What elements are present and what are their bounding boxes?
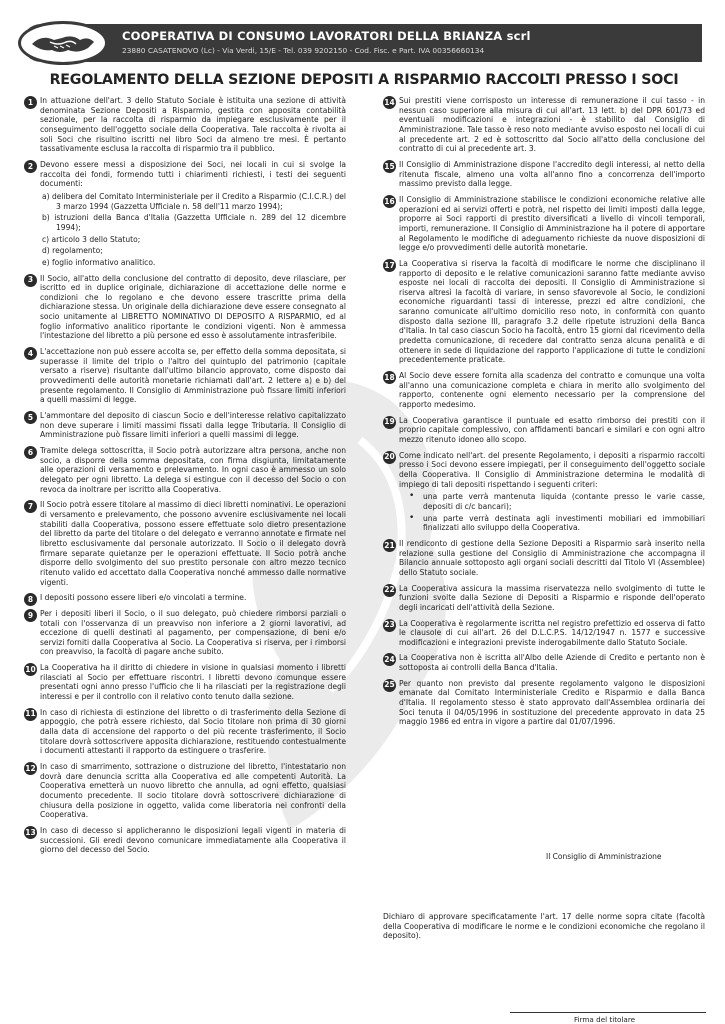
article-text: Tramite delega sottoscritta, il Socio potrà autorizzare altra persona, anche non socio, a disporre della somma depositata, con firma disgiunta, limitatamente alle operazioni di versamento e prelevamento. In ogni caso è ammesso un solo delegato per ogni libretto. La delega si estingue con il decesso del Socio o con revoca da inoltrare per iscritto alla Cooperativa.	[40, 446, 346, 494]
article-number-badge: 17	[383, 259, 396, 272]
article-number-badge: 3	[24, 274, 37, 287]
page-title: REGOLAMENTO DELLA SEZIONE DEPOSITI A RISPARMIO RACCOLTI PRESSO I SOCI	[49, 72, 679, 88]
article-text: La Cooperativa si riserva la facoltà di modificare le norme che disciplinano il rapporto di deposito e le relative comunicazioni saranno fatte mediante avviso esposte nei locali di raccolta dei depositi. Il Consiglio di Amministrazione si riserva altresì la facoltà di variare, in senso sfavorevole al Socio, le condizioni economiche riguardanti tassi di interesse, prezzi ed altre condizioni, che saranno comunicate all'ultimo domicilio reso noto, in conformità con quanto disposto dalla sezione III, paragrafo 3.2 delle ripetute istruzioni della Banca d'Italia. In tal caso ciascun Socio ha facoltà, entro 15 giorni dal ricevimento della predetta comunicazione, di recedere dal contratto senza alcuna penalità e di ottenere in sede di liquidazione del rapporto l'applicazione di tutte le condizioni precedentemente praticate.	[399, 258, 705, 365]
document-list-item: a) delibera del Comitato Interministeriale per il Credito a Risparmio (C.I.C.R.) del 3 marzo 1994 (Gazzetta Ufficiale n. 58 dell'11 marzo 1994);	[42, 191, 346, 211]
article-text: La Cooperativa non è iscritta all'Albo delle Aziende di Credito e pertanto non è sottoposta ai controlli della Banca d'Italia.	[399, 653, 705, 673]
cooperative-name: COOPERATIVA DI CONSUMO LAVORATORI DELLA BRIANZA scrl	[122, 29, 531, 43]
article-14	[383, 96, 705, 154]
article-21	[383, 539, 705, 578]
article-number-badge: 1	[24, 96, 37, 109]
article-number-badge: 11	[24, 708, 37, 721]
document-list-item: c) articolo 3 dello Statuto;	[42, 234, 141, 244]
article-text: Sui prestiti viene corrisposto un interesse di remunerazione il cui tasso - in nessun caso superiore alla misura di cui all'art. 13 lett. b) del DPR 601/73 ed eventuali modificazioni e integrazioni - è stabilito dal Consiglio di Amministrazione. Tale tasso è reso noto mediante avviso esposto nei locali di cui al precedente art. 2 ed è sottoscritto dal Socio all'atto della conclusione del contratto di cui al precedente art. 3.	[399, 96, 705, 154]
article-9	[24, 609, 346, 657]
article-number-badge: 18	[383, 371, 396, 384]
article-25	[383, 679, 705, 727]
article-text: In caso di smarrimento, sottrazione o distruzione del libretto, l'intestatario non dovrà dare denuncia scritta alla Cooperativa ed alle competenti Autorità. La Cooperativa emetterà un nuovo libretto che annulla, ad ogni effetto, qualsiasi documento precedente. Il socio titolare dovrà sottoscrivere dichiarazione di chiusura della posizione in oggetto, valida come liberatoria nei confronti della Cooperativa.	[40, 762, 346, 820]
cooperative-address: 23880 CASATENOVO (Lc) - Via Verdi, 15/E - Tel. 039 9202150 - Cod. Fisc. e Part. IVA 00356660134	[122, 46, 485, 55]
article-17	[383, 259, 705, 365]
article-number-badge: 8	[24, 593, 37, 606]
article-5	[24, 411, 346, 440]
criteria-list-item: • una parte verrà mantenuta liquida (contante presso le varie casse, depositi di c/c bancari);	[399, 492, 705, 511]
article-text: La Cooperativa è regolarmente iscritta nel registro prefettizio ed osserva di fatto le clausole di cui all'art. 26 del D.L.C.P.S. 14/12/1947 n. 1577 e successive modificazioni e integrazioni previste inderogabilmente dallo Statuto Sociale.	[399, 618, 705, 647]
document-list-item: b) istruzioni della Banca d'Italia (Gazzetta Ufficiale n. 289 del 12 dicembre 1994);	[42, 213, 346, 232]
article-6	[24, 446, 346, 494]
article-11	[24, 708, 346, 756]
article-3	[24, 274, 346, 342]
article-number-badge: 2	[24, 160, 37, 173]
holder-signature-label: Firma del titolare	[574, 1015, 636, 1024]
article-text: Per i depositi liberi il Socio, o il suo delegato, può chiedere rimborsi parziali o totali con l'osservanza di un preavviso non inferiore a 2 giorni lavorativi, ad eccezione di quelli destinati al pagamento, per compensazione, di beni e/o servizi forniti dalla Cooperativa al Socio. La Cooperativa si riserva, per i rimborsi con preavviso, la facoltà di pagare anche subito.	[40, 608, 346, 657]
article-text: Devono essere messi a disposizione dei Soci, nei locali in cui si svolge la raccolta dei fondi, formendo tutti i chiarimenti richiesti, i testi dei seguenti documenti:	[40, 159, 346, 189]
cooperative-header	[22, 24, 702, 62]
article-22	[383, 584, 705, 613]
article-number-badge: 21	[383, 539, 396, 552]
article-number-badge: 19	[383, 416, 396, 429]
article-number-badge: 15	[383, 160, 396, 173]
article-12	[24, 762, 346, 820]
council-signature: Il Consiglio di Amministrazione	[546, 852, 662, 861]
left-column	[24, 96, 346, 861]
article-23	[383, 619, 705, 648]
article-number-badge: 4	[24, 347, 37, 360]
signature-line	[510, 1012, 706, 1013]
article-number-badge: 25	[383, 679, 396, 692]
article-text: La Cooperativa garantisce il puntuale ed esatto rimborso dei prestiti con il proprio capitale complessivo, con affidamenti bancari e similari e con ogni altro mezzo ritenuto idoneo allo scopo.	[399, 415, 705, 444]
article-number-badge: 24	[383, 653, 396, 666]
article-number-badge: 5	[24, 411, 37, 424]
article-text: Il rendiconto di gestione della Sezione Depositi a Risparmio sarà inserito nella relazione sulla gestione del Consiglio di Amministrazione che accompagna il Bilancio annuale sottoposto agli organi sociali descritti dal Titolo VI (Assemblee) dello Statuto sociale.	[399, 538, 705, 577]
article-19	[383, 416, 705, 445]
document-list	[40, 192, 346, 268]
article-number-badge: 23	[383, 619, 396, 632]
article-number-badge: 20	[383, 451, 396, 464]
article-18	[383, 371, 705, 410]
article-16	[383, 195, 705, 253]
article-2	[24, 160, 346, 268]
article-text: Al Socio deve essere fornita alla scadenza del contratto e comunque una volta all'anno una comunicazione completa e chiara in merito allo svolgimento del rapporto, contenente ogni elemento necessario per la comprensione del rapporto medesimo.	[399, 371, 705, 410]
document-list-item: d) regolamento;	[42, 246, 103, 256]
article-text: L'accettazione non può essere accolta se, per effetto della somma depositata, si superasse il limite del triplo o l'altro del quintuplo del patrimonio (capitale versato a riserve) risultante dall'ultimo bilancio approvato, come disposto dai provvedimenti delle autorità monetarie richiamati dall'art. 2 lettere a) e b) del presente regolamento. Il Consiglio di Amministrazione può fissare limiti inferiori a quelli massimi di legge.	[40, 347, 346, 405]
article-number-badge: 9	[24, 609, 37, 622]
article-text: Il Socio potrà essere titolare al massimo di dieci libretti nominativi. Le operazioni di versamento e prelevamento, che possono avvenire esclusivamente nei locali stabiliti dalla Cooperativa, possono essere effettuate solo dietro presentazione del libretto da parte del titolare o del delegato e verranno annotate e firmate nel libretto esclusivamente dal personale autorizzato. Il Socio o il delegato dovrà firmare separate quietanze per le operazioni effettuate. Il Socio potrà anche disporre dello svolgimento del suo prestito personale con altro mezzo tecnico ritenuto valido ed accettato dalla Cooperativa nonché ammesso dalle normative vigenti.	[40, 500, 346, 587]
article-13	[24, 826, 346, 855]
handshake-icon	[18, 21, 108, 65]
article-number-badge: 6	[24, 446, 37, 459]
article-10	[24, 663, 346, 702]
document-list-item: e) foglio informativo analitico.	[42, 257, 156, 267]
article-number-badge: 10	[24, 663, 37, 676]
article-number-badge: 16	[383, 195, 396, 208]
article-text: Il Consiglio di Amministrazione dispone l'accredito degli interessi, al netto della ritenuta fiscale, almeno una volta all'anno fino a concorrenza dell'importo massimo previsto dalla legge.	[399, 159, 705, 189]
right-column	[383, 96, 705, 733]
article-number-badge: 13	[24, 826, 37, 839]
article-15	[383, 160, 705, 189]
article-20	[383, 451, 705, 533]
article-24	[383, 653, 705, 672]
article-number-badge: 22	[383, 584, 396, 597]
article-7	[24, 500, 346, 587]
article-number-badge: 12	[24, 762, 37, 775]
article-1	[24, 96, 346, 154]
article-text: Il Socio, all'atto della conclusione del contratto di deposito, deve rilasciare, per iscritto ed in duplice originale, dichiarazione di accettazione delle norme e condizioni che lo regolano e che devono essere trascritte prima della dichiarazione stessa. Un originale della dichiarazione deve essere consegnato al socio unitamente al LIBRETTO NOMINATIVO DI DEPOSITO A RISPARMIO, ed al foglio informativo analitico riportante le condizioni vigenti. Non è ammessa l'intestazione del libretto a più persone ed esso è assolutamente intrasferibile.	[40, 273, 346, 341]
article-text: L'ammontare del deposito di ciascun Socio e dell'interesse relativo capitalizzato non deve superare i limiti massimi fissati dalla legge Tributaria. Il Consiglio di Amministrazione può fissare limiti inferiori a quelli massimi di legge.	[40, 411, 346, 440]
article-text: Il Consiglio di Amministrazione stabilisce le condizioni economiche relative alle operazioni ed ai servizi offerti e potrà, nel rispetto dei limiti imposti dalla legge, proporre ai Soci rapporti di prestito diversificati a livello di vincoli temporali, importi, remunerazione. Il Consiglio di Amministrazione ha il potere di apportare al Regolamento le modifiche di adeguamento richieste da nuove disposizioni di legge e/o provvedimenti delle autorità monetarie.	[399, 194, 705, 253]
article-number-badge: 14	[383, 96, 396, 109]
article-text: La Cooperativa assicura la massima riservatezza nello svolgimento di tutte le funzioni svolte dalla Sezione di Depositi a Risparmio e risponde dell'operato degli incaricati dell'attività della Sezione.	[399, 583, 705, 612]
article-number-badge: 7	[24, 500, 37, 513]
article-8	[24, 593, 346, 603]
article-4	[24, 347, 346, 405]
article-text: Per quanto non previsto dal presente regolamento valgono le disposizioni emanate dal Comitato Interministeriale Credito e Risparmio e dalla Banca d'Italia. Il regolamento stesso è stato approvato dall'Assemblea ordinaria dei Soci tenuta il 04/05/1996 in sostituzione del precedente approvato in data 25 maggio 1986 ed entra in vigore a partire dal 01/07/1996.	[399, 678, 705, 727]
criteria-list-item: • una parte verrà destinata agli investimenti mobiliari ed immobiliari finalizzati allo sviluppo della Cooperativa.	[399, 514, 705, 533]
article-text: La Cooperativa ha il diritto di chiedere in visione in qualsiasi momento i libretti rilasciati al Socio per effettuare riscontri. I libretti devono comunque essere presentati ogni anno presso l'ufficio che li ha rilasciati per la registrazione degli interessi e per il controllo con il relativo conto tenuto dalla sezione.	[40, 663, 346, 702]
article-text: In caso di decesso si applicheranno le disposizioni legali vigenti in materia di successioni. Gli eredi devono comunicare immediatamente alla Cooperativa il giorno del decesso del Socio.	[40, 825, 346, 855]
approval-declaration: Dichiaro di approvare specificatamente l'art. 17 delle norme sopra citate (facoltà della Cooperativa di modificare le norme e le condizioni economiche che regolano il deposito).	[383, 912, 705, 941]
article-text: In attuazione dell'art. 3 dello Statuto Sociale è istituita una sezione di attività denominata Sezione Depositi a Risparmio, gestita con apposita contabilità sezionale, per la raccolta di risparmio da impiegare esclusivamente per il conseguimento dell'oggetto sociale della Cooperativa. Tale raccolta è rivolta ai soli Soci che risultino iscritti nel libro Soci da almeno tre mesi. È pertanto tassativamente esclusa la raccolta di risparmio tra il pubblico.	[40, 96, 346, 154]
article-text: In caso di richiesta di estinzione del libretto o di trasferimento della Sezione di appoggio, che potrà essere richiesto, dal Socio titolare non prima di 30 giorni dalla data di accensione del rapporto o del più recente trasferimento, il Socio titolare dovrà sottoscrivere apposita dichiarazione, restituendo contestualmente i documenti attestanti il rapporto da estinguere o trasferire.	[40, 707, 346, 756]
article-text: I depositi possono essere liberi e/o vincolati a termine.	[40, 593, 247, 603]
criteria-list	[399, 492, 705, 533]
article-text: Come indicato nell'art. del presente Regolamento, i depositi a risparmio raccolti presso i Soci devono essere impiegati, per il conseguimento dell'oggetto sociale della Cooperativa. Il Consiglio di Amministrazione determina le modalità di impiego di tali depositi rispettando i seguenti criteri:	[399, 450, 705, 489]
